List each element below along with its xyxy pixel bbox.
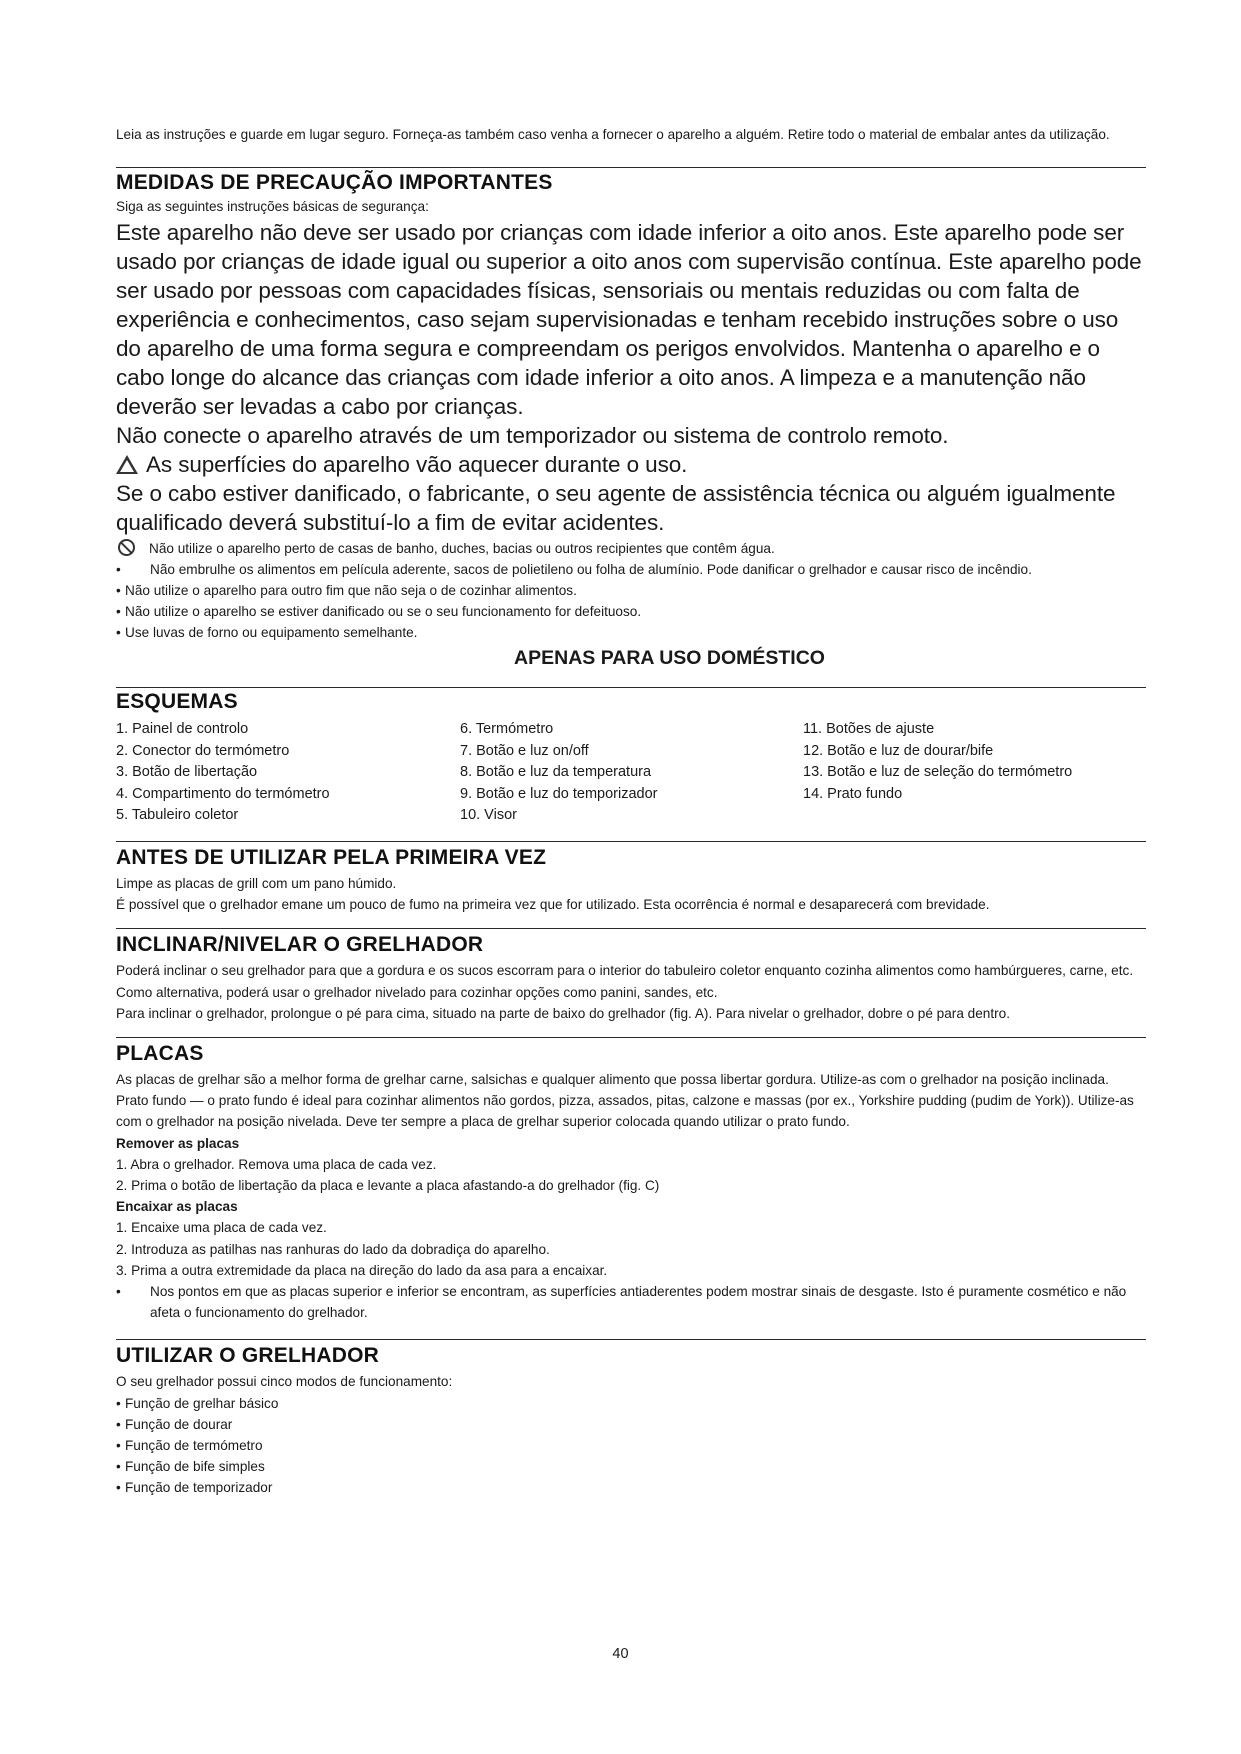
use-grill-intro: O seu grelhador possui cinco modos de funcionamento: [116,1374,453,1390]
plates-note: • Nos pontos em que as placas superior e inferior se encontram, as superfícies antiaderentes podem mostrar sinais de desgaste. Isto é puramente cosmético e não afeta o funcionamento do grelhador. [116,1281,1146,1323]
intro-text: Leia as instruções e guarde em lugar seguro. Forneça-as também caso venha a fornecer o aparelho a alguém. Retire todo o material de embalar antes da utilização. [116,127,1110,142]
precautions-title: MEDIDAS DE PRECAUÇÃO IMPORTANTES [116,171,553,194]
list-item: • Função de grelhar básico [116,1393,1146,1414]
schemas-columns [116,719,1146,827]
list-item: 12. Botão e luz de dourar/bife [803,742,994,759]
list-item: 3. Botão de libertação [116,764,258,781]
fit-step: 3. Prima a outra extremidade da placa na direção do lado da asa para a encaixar. [116,1262,608,1278]
page-number: 40 [612,1646,629,1662]
schemas-col-2 [460,719,803,827]
list-item: • Não utilize o aparelho para outro fim que não seja o de cozinhar alimentos. [116,580,1146,601]
use-grill-title: UTILIZAR O GRELHADOR [116,1344,379,1368]
schemas-col-1 [116,719,460,827]
list-item: 9. Botão e luz do temporizador [460,785,658,802]
precautions-list [116,580,1146,643]
section-divider [116,841,1146,842]
list-item: 4. Compartimento do termómetro [116,785,330,802]
cable-warning: Se o cabo estiver danificado, o fabricante, o seu agente de assistência técnica ou alguém igualmente qualificado deverá substituí-lo a fim de evitar acidentes. [116,481,1116,535]
list-item: • Função de bife simples [116,1456,1146,1477]
tilt-paragraph-1: Poderá inclinar o seu grelhador para que a gordura e os sucos escorram para o interior do tabuleiro coletor enquanto cozinha alimentos como hambúrgueres, carne, etc. Como alternativa, poderá usar o grelhador nivelado para cozinhar opções como panini, sandes, etc. [116,963,1134,1000]
domestic-use-title: APENAS PARA USO DOMÉSTICO [514,647,825,669]
tilt-title: INCLINAR/NIVELAR O GRELHADOR [116,933,484,957]
section-divider [116,1037,1146,1038]
list-item: 10. Visor [460,807,517,824]
remove-step: 2. Prima o botão de libertação da placa e levante a placa afastando-a do grelhador (fig. C) [116,1178,660,1193]
wrap-warning: • Não embrulhe os alimentos em película aderente, sacos de polietileno ou folha de alumínio. Pode danificar o grelhador e causar risco de incêndio. [116,559,1146,580]
list-item: 1. Painel de controlo [116,721,249,737]
timer-warning: Não conecte o aparelho através de um temporizador ou sistema de controlo remoto. [116,423,949,448]
list-item: • Use luvas de forno ou equipamento semelhante. [116,622,1146,643]
list-item: 2. Conector do termómetro [116,742,290,759]
water-warning [116,538,1146,559]
section-divider [116,687,1146,688]
schemas-title: ESQUEMAS [116,690,238,713]
modes-list [116,1393,1146,1499]
hot-surface-warning [116,450,1146,479]
schemas-col-3 [803,719,1072,827]
list-item: 14. Prato fundo [803,785,903,802]
tilt-paragraph-2: Para inclinar o grelhador, prolongue o pé para cima, situado na parte de baixo do grelhador (fig. A). Para nivelar o grelhador, dobre o pé para dentro. [116,1005,1010,1021]
list-item: • Função de termómetro [116,1435,1146,1456]
remove-plates-title: Remover as placas [116,1135,240,1151]
children-warning: Este aparelho não deve ser usado por crianças com idade inferior a oito anos. Este aparelho pode ser usado por crianças de idade igual ou superior a oito anos com supervisão contínua. Este aparelho pode ser usado por pessoas com capacidades físicas, sensoriais ou mentais reduzidas ou com falta de experiência e conhecimentos, caso sejam supervisionadas e tenham recebido instruções sobre o uso do aparelho de uma forma segura e compreendam os perigos envolvidos. Mantenha o aparelho e o cabo longe do alcance das crianças com idade inferior a oito anos. A limpeza e a manutenção não deverão ser levadas a cabo por crianças. [116,220,1142,419]
list-item: • Função de dourar [116,1414,1146,1435]
list-item: 8. Botão e luz da temperatura [460,764,652,781]
list-item: • Função de temporizador [116,1477,1146,1498]
first-use-line-2: É possível que o grelhador emane um pouco de fumo na primeira vez que for utilizado. Esta ocorrência é normal e desaparecerá com brevidade. [116,897,990,913]
plates-paragraph-1: As placas de grelhar são a melhor forma de grelhar carne, salsichas e qualquer alimento que possa libertar gordura. Utilize-as com o grelhador na posição inclinada. [116,1071,1109,1087]
list-item: 11. Botões de ajuste [803,721,935,737]
list-item: 13. Botão e luz de seleção do termómetro [803,764,1073,781]
water-warning-text: Não utilize o aparelho perto de casas de banho, duches, bacias ou outros recipientes que contêm água. [149,541,775,556]
plates-paragraph-2: Prato fundo — o prato fundo é ideal para cozinhar alimentos não gordos, pizza, assados, pitas, calzone e massas (por ex., Yorkshire pudding (pudim de York)). Utilize-as com o grelhador na posição nivelada. Deve ter sempre a placa de grelhar superior colocada quando utilizar o prato fundo. [116,1093,1134,1130]
list-item: 7. Botão e luz on/off [460,742,589,759]
warning-triangle-icon: ! [116,455,138,474]
section-divider [116,1339,1146,1340]
list-item: • Não utilize o aparelho se estiver danificado ou se o seu funcionamento for defeituoso. [116,601,1146,622]
list-item: 6. Termómetro [460,721,554,737]
fit-plates-title: Encaixar as placas [116,1199,238,1215]
fit-step: 2. Introduza as patilhas nas ranhuras do lado da dobradiça do aparelho. [116,1241,550,1257]
section-divider [116,167,1146,168]
list-item: 5. Tabuleiro coletor [116,807,239,824]
first-use-line-1: Limpe as placas de grill com um pano húmido. [116,875,397,891]
section-divider [116,928,1146,929]
plates-title: PLACAS [116,1041,204,1065]
hot-surface-text: As superfícies do aparelho vão aquecer durante o uso. [146,452,688,477]
prohibited-icon [118,539,135,556]
remove-step: 1. Abra o grelhador. Remova uma placa de cada vez. [116,1156,437,1172]
fit-step: 1. Encaixe uma placa de cada vez. [116,1220,327,1236]
precautions-subtitle: Siga as seguintes instruções básicas de segurança: [116,199,429,214]
page-content [116,124,1146,1499]
first-use-title: ANTES DE UTILIZAR PELA PRIMEIRA VEZ [116,845,547,869]
